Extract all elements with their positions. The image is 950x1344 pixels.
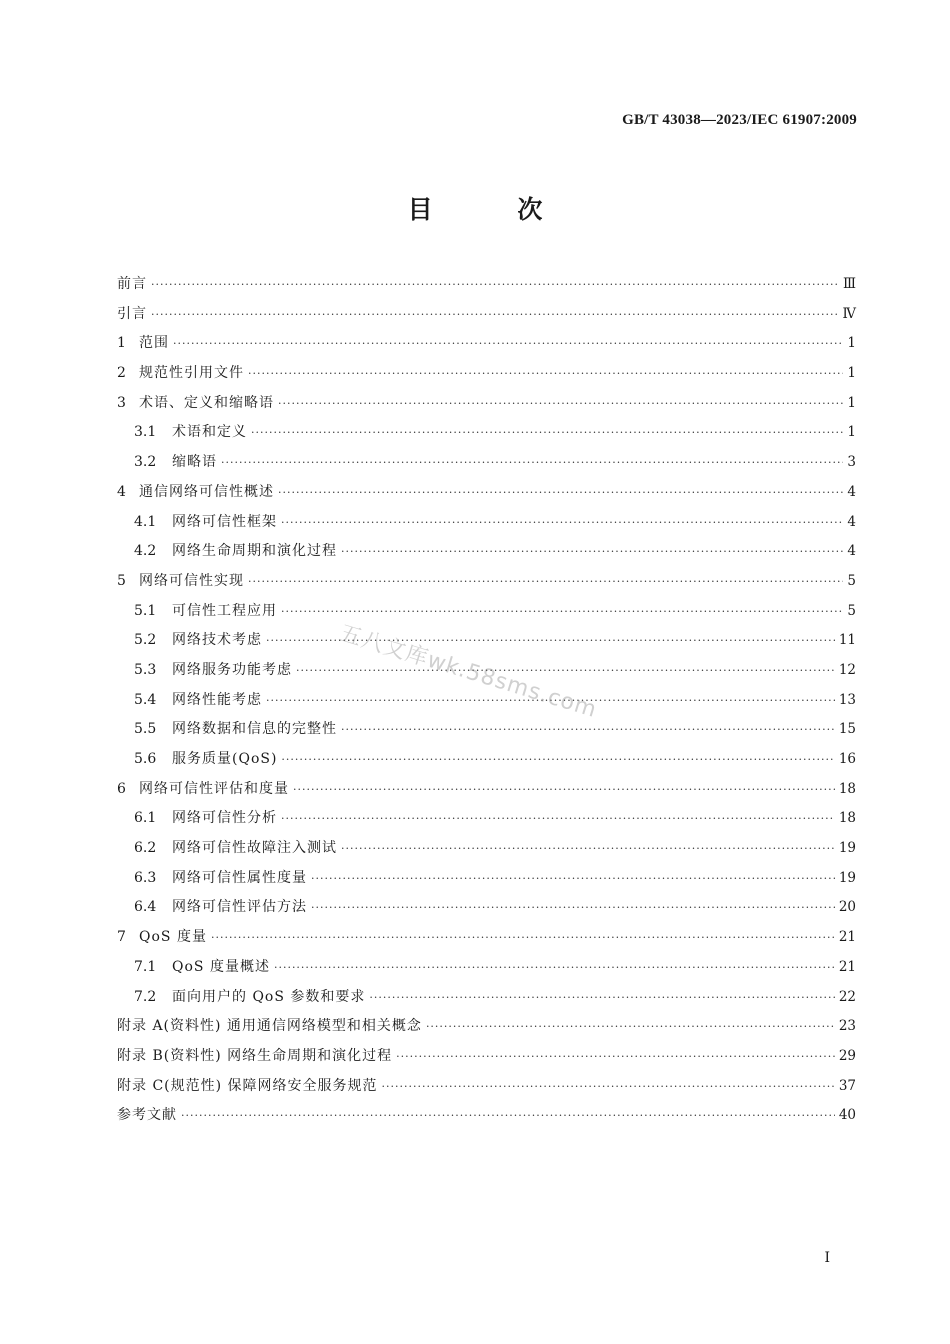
toc-entry[interactable]	[117, 329, 856, 359]
toc-entry-title: 网络可信性实现	[139, 572, 244, 589]
toc-entry[interactable]	[117, 804, 856, 834]
toc-entry-page: 5	[847, 572, 856, 589]
toc-entry-page: 1	[847, 335, 856, 352]
toc-entry-title: 服务质量(QoS)	[172, 751, 278, 767]
toc-entry-title: 附录 C(规范性) 保障网络安全服务规范	[117, 1077, 378, 1094]
toc-entry[interactable]	[117, 567, 856, 597]
toc-dot-leader	[248, 359, 843, 389]
toc-entry[interactable]	[117, 508, 856, 538]
toc-entry[interactable]	[117, 418, 856, 448]
toc-entry-number: 6.4	[134, 899, 157, 916]
toc-dot-leader	[369, 983, 834, 1013]
toc-dot-leader	[151, 300, 839, 330]
toc-entry-page: Ⅳ	[842, 305, 856, 322]
toc-entry-page: 19	[838, 869, 856, 886]
toc-entry-title: 附录 B(资料性) 网络生命周期和演化过程	[117, 1047, 393, 1064]
toc-entry-page: 18	[838, 780, 856, 797]
toc-entry[interactable]	[117, 775, 856, 805]
toc-entry[interactable]	[117, 1101, 856, 1131]
toc-entry-title: 参考文献	[117, 1107, 177, 1124]
toc-entry-title: 网络可信性分析	[172, 810, 277, 827]
toc-entry[interactable]	[117, 1072, 856, 1102]
toc-entry[interactable]	[117, 864, 856, 894]
toc-entry-title: 网络生命周期和演化过程	[172, 543, 337, 560]
toc-entry-title: 规范性引用文件	[139, 365, 244, 382]
toc-entry-title: 网络可信性框架	[172, 513, 277, 530]
toc-entry-number: 5.5	[134, 721, 157, 738]
toc-entry-number: 5.2	[134, 632, 157, 649]
toc-entry-page: 1	[847, 365, 856, 382]
toc-dot-leader	[382, 1072, 835, 1102]
toc-entry-number: 4.1	[134, 513, 157, 530]
toc-entry-number: 5.3	[134, 661, 157, 678]
toc-dot-leader	[341, 537, 843, 567]
toc-entry-number: 3.2	[134, 454, 157, 471]
toc-entry-title: 术语、定义和缩略语	[139, 394, 274, 411]
toc-entry-number: 7.2	[134, 988, 157, 1005]
toc-entry[interactable]	[117, 1012, 856, 1042]
toc-entry-page: 4	[847, 483, 856, 500]
toc-entry[interactable]	[117, 715, 856, 745]
toc-entry-title: 网络可信性评估和度量	[139, 780, 289, 797]
toc-entry-page: 13	[838, 691, 856, 708]
toc-title: 目 次	[407, 195, 581, 224]
toc-entry[interactable]	[117, 597, 856, 627]
toc-entry-number: 7	[117, 929, 126, 946]
toc-entry-title: 网络可信性故障注入测试	[172, 840, 337, 857]
toc-entry-page: 12	[838, 661, 856, 678]
toc-entry[interactable]	[117, 478, 856, 508]
toc-dot-leader	[396, 1042, 835, 1072]
toc-entry[interactable]	[117, 1042, 856, 1072]
toc-entry[interactable]	[117, 983, 856, 1013]
toc-entry-title: 范围	[139, 335, 169, 352]
toc-entry-number: 5.1	[134, 602, 157, 619]
toc-dot-leader	[251, 418, 843, 448]
toc-entry-title: QoS 度量概述	[172, 958, 270, 975]
toc-entry-number: 3	[117, 394, 126, 411]
toc-entry[interactable]	[117, 626, 856, 656]
toc-dot-leader	[281, 804, 835, 834]
toc-entry-number: 5.6	[134, 751, 157, 767]
toc-dot-leader	[278, 389, 843, 419]
page-number: I	[824, 1250, 830, 1266]
toc-entry[interactable]	[117, 359, 856, 389]
toc-entry[interactable]	[117, 389, 856, 419]
toc-entry-number: 2	[117, 365, 126, 382]
toc-entry-title: 术语和定义	[172, 424, 247, 441]
toc-entry-title: QoS 度量	[139, 929, 207, 946]
toc-entry-number: 6	[117, 780, 126, 797]
toc-entry-title: 网络数据和信息的完整性	[172, 721, 337, 738]
toc-entry-page: Ⅲ	[842, 276, 856, 292]
toc-dot-leader	[221, 448, 843, 478]
toc-entry-number: 6.3	[134, 869, 157, 886]
toc-entry-page: 19	[838, 840, 856, 857]
toc-entry-title: 引言	[117, 305, 147, 322]
toc-entry-page: 1	[847, 424, 856, 441]
toc-entry-number: 5	[117, 572, 126, 589]
toc-entry-page: 3	[847, 454, 856, 471]
toc-entry[interactable]	[117, 270, 856, 300]
toc-entry-title: 附录 A(资料性) 通用通信网络模型和相关概念	[117, 1018, 422, 1035]
toc-entry-page: 21	[838, 958, 856, 975]
toc-entry[interactable]	[117, 834, 856, 864]
toc-entry-page: 18	[838, 810, 856, 827]
toc-entry[interactable]	[117, 923, 856, 953]
toc-dot-leader	[274, 953, 835, 983]
toc-entry-number: 6.1	[134, 810, 157, 827]
toc-entry-title: 网络可信性评估方法	[172, 899, 307, 916]
toc-dot-leader	[181, 1101, 835, 1131]
toc-dot-leader	[173, 329, 843, 359]
toc-dot-leader	[248, 567, 843, 597]
toc-entry-page: 29	[838, 1047, 856, 1064]
toc-entry[interactable]	[117, 300, 856, 330]
toc-entry[interactable]	[117, 953, 856, 983]
toc-dot-leader	[311, 864, 835, 894]
toc-entry-title: 缩略语	[172, 454, 217, 471]
toc-entry-page: 37	[838, 1077, 856, 1094]
toc-dot-leader	[211, 923, 835, 953]
toc-entry-number: 6.2	[134, 840, 157, 857]
toc-entry-number: 4	[117, 483, 126, 500]
toc-entry-title: 网络可信性属性度量	[172, 869, 307, 886]
watermark: 五八文库wk.58sms.com	[336, 620, 600, 724]
toc-entry-number: 3.1	[134, 424, 157, 441]
toc-entry-page: 23	[838, 1018, 856, 1035]
toc-entry-page: 11	[838, 632, 856, 649]
toc-dot-leader	[296, 656, 835, 686]
toc-entry-title: 可信性工程应用	[172, 602, 277, 619]
toc-dot-leader	[281, 745, 834, 775]
toc-entry-title: 前言	[117, 276, 147, 292]
toc-dot-leader	[278, 478, 843, 508]
toc-entry-number: 7.1	[134, 958, 157, 975]
toc-dot-leader	[341, 834, 835, 864]
toc-entry-page: 40	[838, 1107, 856, 1124]
toc-entry-page: 1	[847, 394, 856, 411]
toc-entry-number: 5.4	[134, 691, 157, 708]
toc-entry[interactable]	[117, 893, 856, 923]
toc-entry[interactable]	[117, 537, 856, 567]
table-of-contents	[117, 270, 856, 1131]
toc-entry-number: 1	[117, 335, 126, 352]
toc-entry-number: 4.2	[134, 543, 157, 560]
toc-entry[interactable]	[117, 745, 856, 775]
toc-dot-leader	[151, 270, 839, 300]
toc-entry-page: 20	[838, 899, 856, 916]
toc-dot-leader	[293, 775, 835, 805]
toc-entry-page: 5	[847, 602, 856, 619]
toc-entry-page: 16	[838, 751, 856, 767]
toc-entry-page: 4	[847, 513, 856, 530]
toc-entry[interactable]	[117, 448, 856, 478]
toc-entry-page: 4	[847, 543, 856, 560]
toc-entry-title: 网络性能考虑	[172, 691, 262, 708]
toc-entry-page: 15	[838, 721, 856, 738]
toc-entry-title: 网络服务功能考虑	[172, 661, 292, 678]
toc-entry-title: 网络技术考虑	[172, 632, 262, 649]
toc-entry-title: 面向用户的 QoS 参数和要求	[172, 988, 366, 1005]
standard-code: GB/T 43038—2023/IEC 61907:2009	[622, 112, 857, 128]
toc-entry-title: 通信网络可信性概述	[139, 483, 274, 500]
toc-entry-page: 22	[838, 988, 856, 1005]
toc-dot-leader	[311, 893, 835, 923]
toc-dot-leader	[426, 1012, 835, 1042]
toc-dot-leader	[281, 508, 843, 538]
toc-entry-page: 21	[838, 929, 856, 946]
